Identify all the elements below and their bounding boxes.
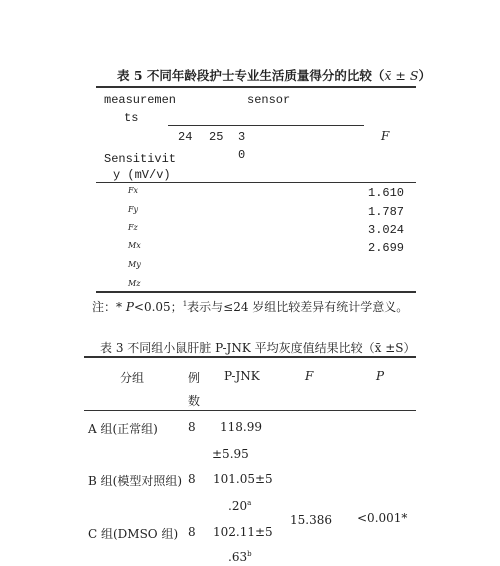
- table3-row-a-v1: 118.99: [220, 420, 262, 434]
- table3-header-n-1: 例: [188, 371, 201, 385]
- table5-row-f-fz: 3.024: [368, 223, 405, 237]
- table5-note-sup: 1: [182, 300, 188, 308]
- table3-header-group: 分组: [120, 371, 145, 385]
- table5-title-stat: x̄ ± S: [384, 68, 419, 83]
- table5-header-rule: [96, 182, 416, 183]
- table3-row-a-v2: ±5.95: [212, 447, 249, 461]
- table5-note-p: P: [125, 300, 134, 314]
- table5-subcol-25: 25: [209, 130, 224, 144]
- table5-subcol-0: 0: [238, 148, 246, 162]
- table3-header-F: F: [305, 369, 314, 383]
- table5-row-f-fy: 1.787: [368, 205, 405, 219]
- table3-row-b-v2-sup: a: [247, 499, 252, 507]
- table5-title-text: 表 5 不同年龄段护士专业生活质量得分的比较（: [117, 68, 385, 83]
- table5-row-f-fx: 1.610: [368, 186, 405, 200]
- table3-row-c-v2: [228, 550, 252, 564]
- table3-row-b-v1: 101.05±5: [213, 472, 273, 486]
- table3-row-b-v2-text: .20: [228, 499, 248, 513]
- table3-P-value: <0.001*: [357, 511, 408, 525]
- table5-header-F: F: [381, 129, 390, 143]
- table3-header-pjnk: P-JNK: [224, 369, 260, 383]
- table3-F-value: 15.386: [290, 513, 332, 527]
- table5-top-rule: [96, 86, 416, 88]
- table5-subcol-24: 24: [178, 130, 193, 144]
- table5-row-label-my: My: [128, 260, 141, 269]
- table5-row-label-fx: Fx: [128, 186, 139, 195]
- table5-header-measurements-1: measuremen: [104, 93, 177, 107]
- table3-header-n-2: 数: [188, 394, 201, 408]
- table3-row-c-v1: 102.11±5: [213, 525, 273, 539]
- table3-header-rule: [84, 410, 416, 411]
- table3-row-c-n: 8: [188, 525, 196, 539]
- table5-note-prefix: 注：*: [92, 300, 126, 314]
- table5-row-label-mx: Mx: [128, 241, 141, 250]
- table3-row-b-v2: [228, 499, 251, 513]
- table3-title: 表 3 不同组小鼠肝脏 P-JNK 平均灰度值结果比较（x̄ ±S）: [100, 341, 416, 355]
- table5-row-f-mx: 2.699: [368, 241, 405, 255]
- table3-row-b-n: 8: [188, 472, 196, 486]
- table3-row-c-group: C 组(DMSO 组): [88, 527, 179, 541]
- table3-header-P: P: [376, 369, 385, 383]
- table5-bottom-rule: [96, 291, 416, 293]
- table5-title: [117, 66, 431, 84]
- table5-header-sensor: sensor: [247, 93, 291, 107]
- table3-row-c-v2-text: .63: [228, 550, 248, 564]
- table5-note: [92, 298, 408, 315]
- table5-note-mid: <0.05；: [133, 300, 183, 314]
- table5-sensitivity-1: Sensitivit: [104, 152, 177, 166]
- table3-row-c-v2-sup: b: [247, 550, 252, 558]
- table5-row-label-mz: Mz: [128, 279, 141, 288]
- table5-sensor-rule: [168, 125, 364, 126]
- table5-row-label-fy: Fy: [128, 205, 139, 214]
- table5-note-rest: 表示与≤24 岁组比较差异有统计学意义。: [187, 300, 409, 314]
- table5-subcol-3: 3: [238, 130, 246, 144]
- table3-row-a-n: 8: [188, 420, 196, 434]
- table5-header-measurements-2: ts: [124, 111, 139, 125]
- table3-row-b-group: B 组(模型对照组): [88, 474, 182, 488]
- table5-row-label-fz: Fz: [128, 223, 138, 232]
- table5-sensitivity-2: y (mV/v): [113, 168, 171, 182]
- table5-title-close: ）: [418, 68, 431, 83]
- table3-row-a-group: A 组(正常组): [88, 422, 158, 436]
- table3-top-rule: [84, 356, 416, 358]
